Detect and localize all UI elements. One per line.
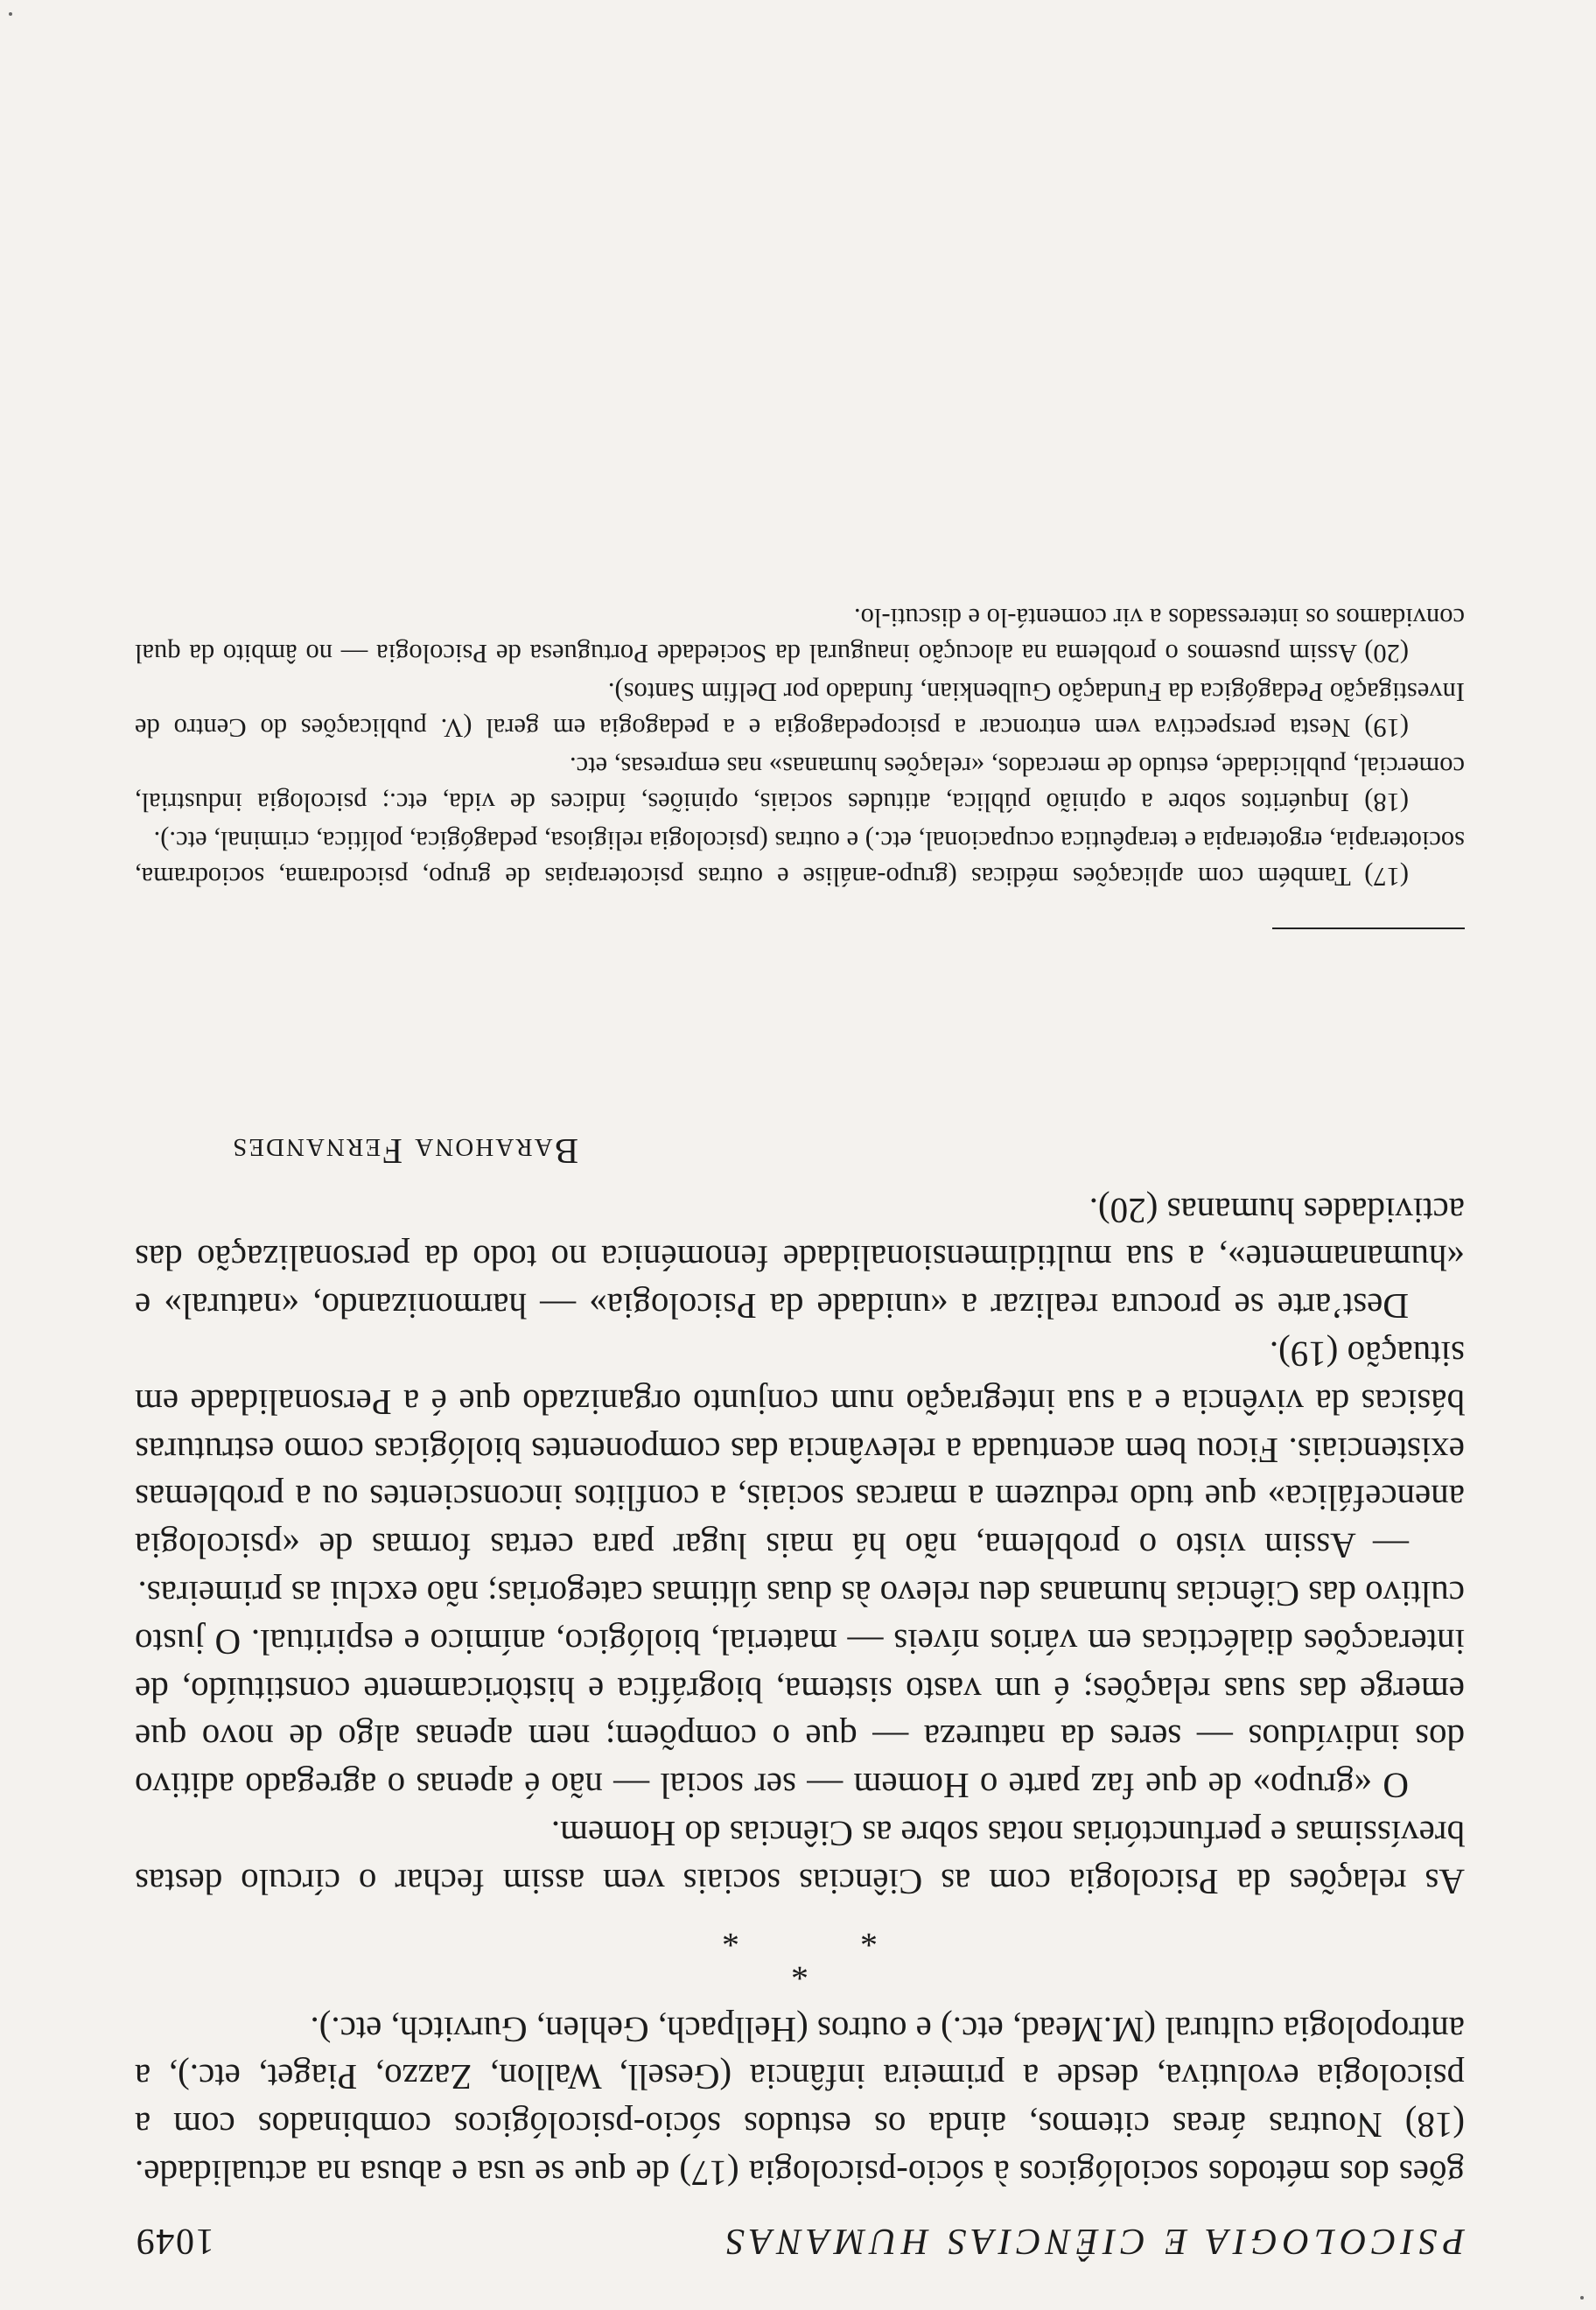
- body-paragraph-2: As relações da Psicologia com as Ciências sociais vem assim fechar o círculo destas brevíssimas e perfunctórias notas sobre as Ciências do Homem.: [135, 1814, 1465, 1902]
- footnote-18: (18) Inquéritos sobre a opinião pública, atitudes sociais, opiniões, índices de vida, etc.; psicologia industrial, comercial, publicidade, estudo de mercados, «relações humanas» nas empresas, etc.: [135, 752, 1465, 817]
- header-title: PSICOLOGIA E CIÊNCIAS HUMANAS: [721, 2221, 1465, 2261]
- section-separator: [135, 1914, 1465, 1988]
- body-paragraph-4: — Assim visto o problema, não há mais lugar para certas formas de «psicologia anencefálica» que tudo reduzem a marcas sociais, a conflitos inconscientes ou a problemas existenciais. Ficou bem acentuada a relevância das componentes biológicas como estruturas básicas da vivência e a sua integração num conjunto organizado que é a Personalidade em situação (19).: [135, 1334, 1465, 1567]
- footnote-rule: [1272, 928, 1465, 929]
- footnote-20: (20) Assim pusemos o problema na alocução inaugural da Sociedade Portuguesa de Psicologia — no âmbito da qual convidamos os interessados a vir comentá-lo e discuti-lo.: [135, 603, 1465, 668]
- separator-star-top: *: [791, 1948, 808, 1988]
- author-signature: Barahona Fernandes: [231, 1130, 578, 1172]
- page-number: 1049: [135, 2221, 214, 2261]
- scan-speck: [9, 12, 12, 16]
- page-content: [135, 600, 1465, 2262]
- body-paragraph-5: Dest’arte se procura realizar a «unidade da Psicologia» — harmonizando, «natural» e «humanamente», a sua multidimensionalidade fenoménica no todo da personalização das actividades humanas (20).: [135, 1190, 1465, 1327]
- scan-speck: [1580, 2296, 1584, 2300]
- body-paragraph-3: O «grupo» de que faz parte o Homem — ser social — não é apenas o agregado aditivo dos indivíduos — seres da natureza — que o compõem; nem apenas algo de novo que emerge das suas relações; é um vasto sistema, biográfica e històricamente constituído, de interacções dialécticas em vários níveis — material, biológico, anímico e espiritual. O justo cultivo das Ciências humanas deu relevo às duas últimas categorias; não exclui as primeiras.: [135, 1574, 1465, 1807]
- footnote-17: (17) Também com aplicações médicas (grupo-análise e outras psicoterapias de grupo, psicodrama, sociodrama, socioterapia, ergoterapia e terapêutica ocupacional, etc.) e outras (psicologia religiosa, pedagógica, política, criminal, etc.).: [135, 826, 1465, 892]
- separator-stars-bottom: * *: [666, 1914, 878, 1955]
- running-header: [135, 2220, 1465, 2262]
- body-paragraph-1: gões dos métodos sociológicos à sócio-psicologia (17) de que se usa e abusa na actualidade. (18) Noutras áreas citemos, ainda os estudos sócio-psicológicos combinados com a psicologia evolutiva, desde a primeira infância (Gesell, Wallon, Zazzo, Piaget, etc.), a antropologia cultural (M.Mead, etc.) e outros (Hellpach, Gehlen, Gurvitch, etc.).: [135, 2009, 1465, 2194]
- footnote-19: (19) Nesta perspectiva vem entroncar a psicopedagogia e a pedagogia em geral (V. publicações do Centro de Investigação Pedagógica da Fundação Gulbenkian, fundado por Delfim Santos).: [135, 677, 1465, 743]
